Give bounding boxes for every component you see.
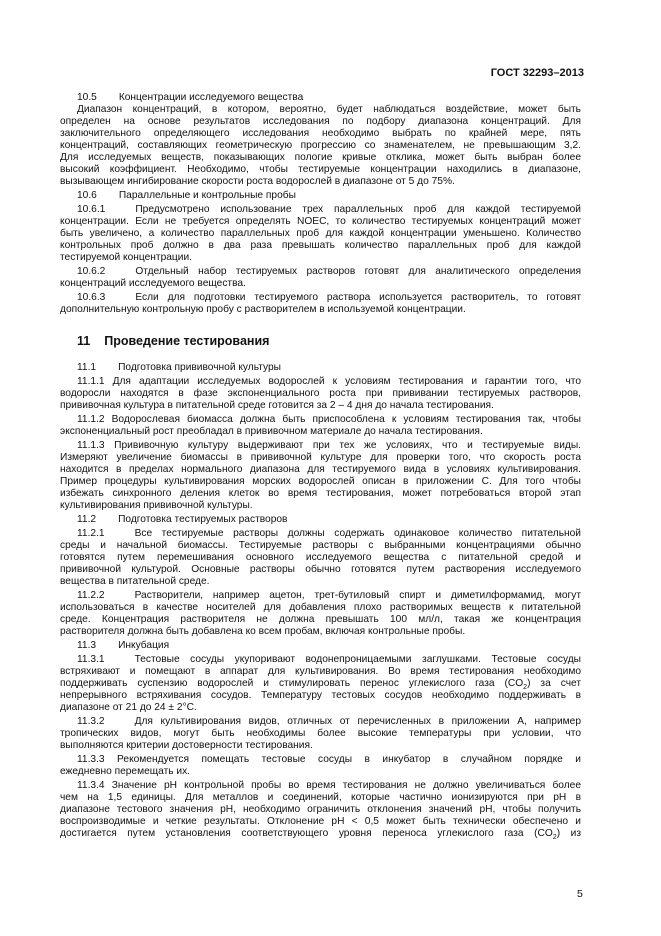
section-11-heading — [77, 334, 269, 348]
clause-number: 10.6.1 — [77, 204, 106, 215]
clause-text: поддерживать суспензию водорослей и стимулировать перенос углекислого газа (CO — [60, 678, 524, 689]
clause-number: 11.3.2 — [77, 716, 105, 727]
paragraph-line: диапазоне от 21 до 24 ± 2°С. — [60, 702, 197, 713]
subscript: 2 — [552, 834, 557, 842]
clause-number: 10.6.2 — [77, 266, 106, 277]
clause-text: Если для подготовки тестируемого раствора используется растворитель, то готовят — [135, 292, 581, 303]
paragraph-line: выполняются критерии достоверности тестирования. — [60, 740, 313, 751]
paragraph-line — [77, 266, 581, 278]
paragraph-line: Диапазон концентраций, в котором, вероятно, будет наблюдаться воздействие, может быть — [77, 104, 581, 115]
paragraph-line: использоваться в качестве носителей для добавления плохо растворимых веществ к питательной — [60, 602, 581, 613]
paragraph-line — [77, 590, 581, 602]
section-title: Проведение тестирования — [104, 334, 270, 348]
standard-code: ГОСТ 32293–2013 — [490, 67, 584, 79]
clause-number: 11.3.1 — [77, 654, 105, 665]
paragraph-line: контрольных проб должно в два раза превышать количество параллельных проб для каждой — [60, 240, 581, 251]
clause-number: 10.6.3 — [77, 292, 106, 303]
subscript: 2 — [523, 684, 528, 692]
paragraph-line: концентраций, составляющих геометрическую прогрессию со знаменателем, не превышающим 3,2. — [60, 140, 581, 151]
clause-text: Тестовые сосуды укупоривают водонепроницаемыми заглушками. Тестовые сосуды — [134, 654, 581, 665]
paragraph-line: концентрации. Если не требуется определять NOEC, то количество тестируемых концентраций может — [60, 216, 581, 227]
clause-text: Все тестируемые растворы должны содержать одинаковое количество питательной — [134, 528, 581, 539]
section-number: 11.2 — [77, 514, 97, 525]
paragraph-line — [77, 528, 581, 540]
paragraph-line: чем на 1,5 единицы. Для металлов и соединений, которые частично ионизируются при рН в — [60, 792, 581, 803]
paragraph-line: находится в пределах нормального диапазона для тестируемого вида в условиях культивирования. — [60, 464, 581, 475]
section-title: Инкубация — [118, 640, 170, 651]
page-number: 5 — [577, 888, 583, 900]
section-11-3-heading — [77, 640, 169, 652]
clause-number: 11.2.1 — [77, 528, 105, 539]
paragraph-line: диапазоне тестового значения рН, необходимо ограничить отклонения значений рН, чтобы получить — [60, 804, 581, 815]
clause-text: достигается путем установления соответствующего уровня переноса углекислого газа (CO — [60, 828, 553, 839]
paragraph-line: Пример процедуры культивирования морских водорослей описан в приложении С. Для того чтобы — [60, 476, 581, 487]
paragraph-line: встряхивают и помещают в аппарат для культивирования. Во время тестирования необходимо — [60, 666, 581, 677]
paragraph-line: высокий коэффициент. Необходимо, чтобы тестируемые концентрации находились в диапазоне, — [60, 164, 581, 175]
paragraph-line: тестируемой концентрации. — [60, 252, 192, 263]
paragraph-line: экспоненциальный рост преобладал в прививочном материале до начала тестирования. — [60, 426, 483, 437]
clause-text: ) из — [556, 828, 581, 839]
section-number: 10.6 — [77, 190, 97, 201]
paragraph-line — [60, 828, 581, 844]
paragraph-line: дополнительную контрольную пробу с растворителем в используемой концентрации. — [60, 304, 466, 315]
paragraph-line: среде. Концентрация растворителя не должна превышать 100 мл/л, такая же концентрация — [60, 614, 581, 625]
paragraph-line: прививочная культура в питательной среде готовится за 2 – 4 дня до начала тестирования. — [60, 400, 494, 411]
paragraph-line: заключительного определяющего исследования необходимо выбрать по крайней мере, пять — [60, 128, 581, 139]
paragraph-line — [77, 292, 581, 304]
clause-text: Для культивирования видов, отличных от перечисленных в приложении А, например — [134, 716, 581, 727]
clause-text: ) за счет — [527, 678, 581, 689]
clause-text: Отдельный набор тестируемых растворов готовят для аналитического определения — [135, 266, 581, 277]
paragraph-line: быть увеличено, а количество параллельных проб для каждой концентрации уменьшено. Количество — [60, 228, 581, 239]
section-11-1-heading — [77, 362, 281, 374]
paragraph-line — [77, 654, 581, 666]
paragraph-line: вызывающем ингибирование скорости роста водорослей в диапазоне от 5 до 75%. — [60, 176, 455, 187]
paragraph-line: 11.1.3 Прививочную культуру выдерживают при тех же условиях, что и тестируемые виды. — [77, 440, 581, 451]
paragraph-line: непрерывного встряхивания сосудов. Температуру тестовых сосудов необходимо поддерживать в — [60, 690, 581, 701]
section-title: Подготовка тестируемых растворов — [118, 514, 288, 525]
paragraph-line: избежать синхронного деления клеток во время тестирования, может потребоваться второй этап — [60, 488, 581, 499]
paragraph-line: 11.1.1 Для адаптации исследуемых водорослей к условиям тестирования и гарантии того, что — [77, 376, 581, 387]
paragraph-line: 11.3.4 Значение рН контрольной пробы во время тестирования не должно увеличиваться более — [77, 780, 581, 791]
paragraph-line: ежедневно перемещать их. — [60, 766, 191, 777]
paragraph-line: Для исследуемых веществ, показывающих пологие кривые отклика, может быть выбран более — [60, 152, 581, 163]
clause-text: Растворители, например ацетон, трет-бутиловый спирт и диметилформамид, могут — [134, 590, 581, 601]
section-number: 11.3 — [77, 640, 97, 651]
paragraph-line: готовятся путем перемешивания основного исследуемого вещества с питательной средой и — [60, 552, 581, 563]
paragraph-line: тропических видов, могут быть необходимы более высокие температуры при условии, что — [60, 728, 581, 739]
paragraph-line: водоросли находятся в фазе экспоненциального роста при прививании тестируемых растворов, — [60, 388, 581, 399]
paragraph-line: растворителя должна быть добавлена ко всем пробам, включая контрольные пробы. — [60, 626, 466, 637]
paragraph-line — [77, 716, 581, 728]
section-number: 11 — [77, 334, 91, 348]
paragraph-line: культивирования прививочной культуры. — [60, 500, 253, 511]
paragraph-line: прививочной культурой. Основные растворы обычно готовятся путем растворения исследуемого — [60, 564, 581, 575]
paragraph-line: воспроизводимые и четкие результаты. Отклонение рН < 0,5 может быть технически обеспечено и — [60, 816, 581, 827]
paragraph-line: Измеряют увеличение биомассы в прививочной культуре для проверки того, что скорость роста — [60, 452, 581, 463]
paragraph-line: среды и начальной биомассы. Тестируемые растворы с выбранными концентрациями обычно — [60, 540, 581, 551]
clause-text: Предусмотрено использование трех параллельных проб для каждой тестируемой — [135, 204, 581, 215]
paragraph-line: концентраций исследуемого вещества. — [60, 278, 246, 289]
clause-number: 11.2.2 — [77, 590, 105, 601]
paragraph-line: 11.1.2 Водорослевая биомасса должна быть приспособлена к условиям тестирования так, чтобы — [77, 414, 581, 425]
section-11-2-heading — [77, 514, 287, 526]
section-title: Концентрации исследуемого вещества — [118, 92, 304, 103]
paragraph-line: вещества в питательной среде. — [60, 576, 210, 587]
section-title: Параллельные и контрольные пробы — [118, 190, 296, 201]
section-10-6-heading — [77, 190, 296, 202]
paragraph-line: 11.3.3 Рекомендуется помещать тестовые сосуды в инкубатор в случайном порядке и — [77, 754, 581, 765]
section-number: 11.1 — [77, 362, 97, 373]
paragraph-line: определен на основе результатов исследования по подбору диапазона концентраций. Для — [60, 116, 581, 127]
section-10-5-heading — [77, 92, 303, 104]
section-number: 10.5 — [77, 92, 97, 103]
section-title: Подготовка прививочной культуры — [118, 362, 282, 373]
paragraph-line — [77, 204, 581, 216]
